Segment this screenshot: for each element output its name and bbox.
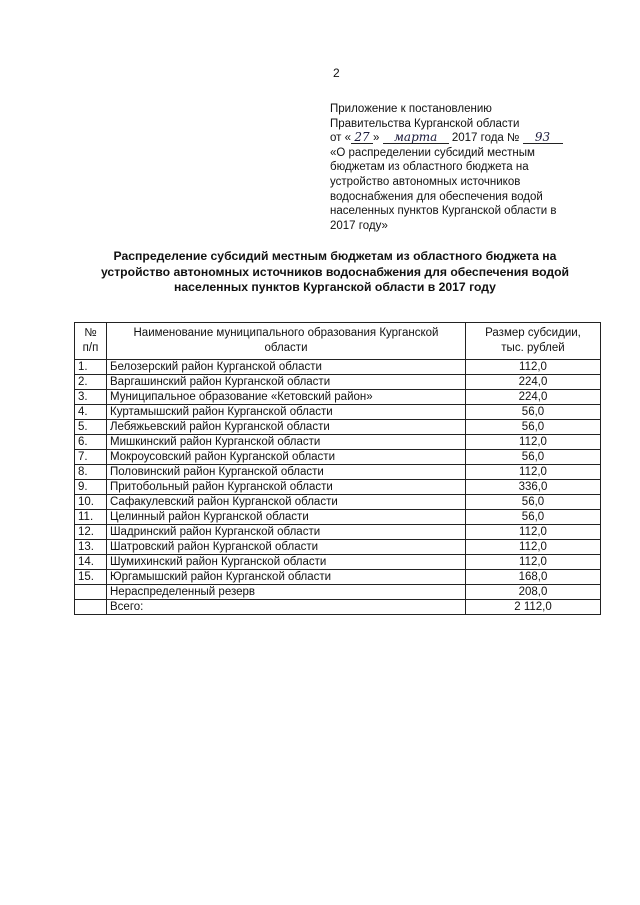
row-name: Всего: [107,600,466,615]
row-amount: 56,0 [466,420,601,435]
row-amount: 56,0 [466,450,601,465]
table-row [75,435,601,450]
row-amount: 112,0 [466,435,601,450]
row-num: 11. [75,510,107,525]
title-line-1: Распределение субсидий местным бюджетам из областного бюджета на [113,249,557,263]
title-line-2: устройство автономных источников водоснабжения для обеспечения водой [100,264,570,279]
table-row [75,495,601,510]
header-amount-line-2: тыс. рублей [501,342,565,354]
table-row [75,375,601,390]
row-amount: 336,0 [466,480,601,495]
quote-open: « [344,132,352,145]
appendix-line-1: Приложение к постановлению [330,103,492,115]
row-name: Юргамышский район Курганской области [107,570,466,585]
row-name: Шумихинский район Курганской области [107,555,466,570]
row-name: Целинный район Курганской области [107,510,466,525]
row-num: 14. [75,555,107,570]
subject-line-3: устройство автономных источников [330,175,521,188]
row-amount: 112,0 [466,360,601,375]
quote-close: » [373,132,380,145]
row-name: Лебяжьевский район Курганской области [107,420,466,435]
table-row [75,480,601,495]
row-amount: 56,0 [466,510,601,525]
row-name: Шадринский район Курганской области [107,525,466,540]
row-name: Белозерский район Курганской области [107,360,466,375]
row-amount: 112,0 [466,555,601,570]
row-amount: 112,0 [466,465,601,480]
subject-line-1: «О распределении субсидий местным [330,146,535,159]
row-amount: 208,0 [466,585,601,600]
row-name: Нераспределенный резерв [107,585,466,600]
row-amount: 2 112,0 [466,600,601,615]
row-num: 15. [75,570,107,585]
table-row [75,420,601,435]
row-name: Варгашинский район Курганской области [107,375,466,390]
year-text: 2017 года № [451,132,520,145]
header-name [107,323,466,360]
row-num: 5. [75,420,107,435]
row-amount: 112,0 [466,525,601,540]
row-num: 6. [75,435,107,450]
handwritten-day: 27 [351,131,373,144]
table-row [75,525,601,540]
table-row [75,360,601,375]
title-line-3: населенных пунктов Курганской области в 2017 году [174,280,496,294]
row-amount: 224,0 [466,375,601,390]
row-num: 7. [75,450,107,465]
row-name: Муниципальное образование «Кетовский район» [107,390,466,405]
subsidy-table [74,322,601,615]
row-name: Шатровский район Курганской области [107,540,466,555]
row-num [75,585,107,600]
page-number: 2 [333,66,340,80]
table-row [75,555,601,570]
row-num: 3. [75,390,107,405]
row-num: 8. [75,465,107,480]
table-row-total [75,600,601,615]
handwritten-doc-number: 93 [523,131,563,144]
row-name: Притобольный район Курганской области [107,480,466,495]
header-amount-line-1: Размер субсидии, [485,327,581,339]
subject-line-4: водоснабжения для обеспечения водой [330,190,543,203]
table-row [75,465,601,480]
table-row [75,450,601,465]
appendix-block [330,102,600,233]
row-num: 4. [75,405,107,420]
row-name: Сафакулевский район Курганской области [107,495,466,510]
table-row [75,405,601,420]
row-num: 10. [75,495,107,510]
document-title [70,249,600,296]
row-name: Половинский район Курганской области [107,465,466,480]
header-num-line-2: п/п [82,342,99,354]
row-name: Куртамышский район Курганской области [107,405,466,420]
row-amount: 224,0 [466,390,601,405]
handwritten-month: марта [383,131,449,144]
header-num-line-1: № [84,327,97,339]
row-name: Мишкинский район Курганской области [107,435,466,450]
subject-line-5: населенных пунктов Курганской области в [330,205,557,218]
row-name: Мокроусовский район Курганской области [107,450,466,465]
table-row-reserve [75,585,601,600]
header-num [75,323,107,360]
header-amount [466,323,601,360]
appendix-line-2: Правительства Курганской области [330,117,520,130]
row-amount: 168,0 [466,570,601,585]
appendix-date-line [330,131,600,146]
header-name-line-1: Наименование муниципального образования Курганской [133,327,439,339]
subject-line-6: 2017 году» [330,219,388,232]
row-amount: 56,0 [466,405,601,420]
row-amount: 56,0 [466,495,601,510]
row-num: 2. [75,375,107,390]
row-num: 1. [75,360,107,375]
table-row [75,390,601,405]
row-num: 9. [75,480,107,495]
table-row [75,540,601,555]
table-row [75,570,601,585]
header-name-line-2: области [264,342,308,354]
row-num [75,600,107,615]
date-prefix: от [330,132,342,145]
row-amount: 112,0 [466,540,601,555]
row-num: 13. [75,540,107,555]
subject-line-2: бюджетам из областного бюджета на [330,161,529,174]
table-row [75,510,601,525]
row-num: 12. [75,525,107,540]
table-header-row [75,323,601,360]
